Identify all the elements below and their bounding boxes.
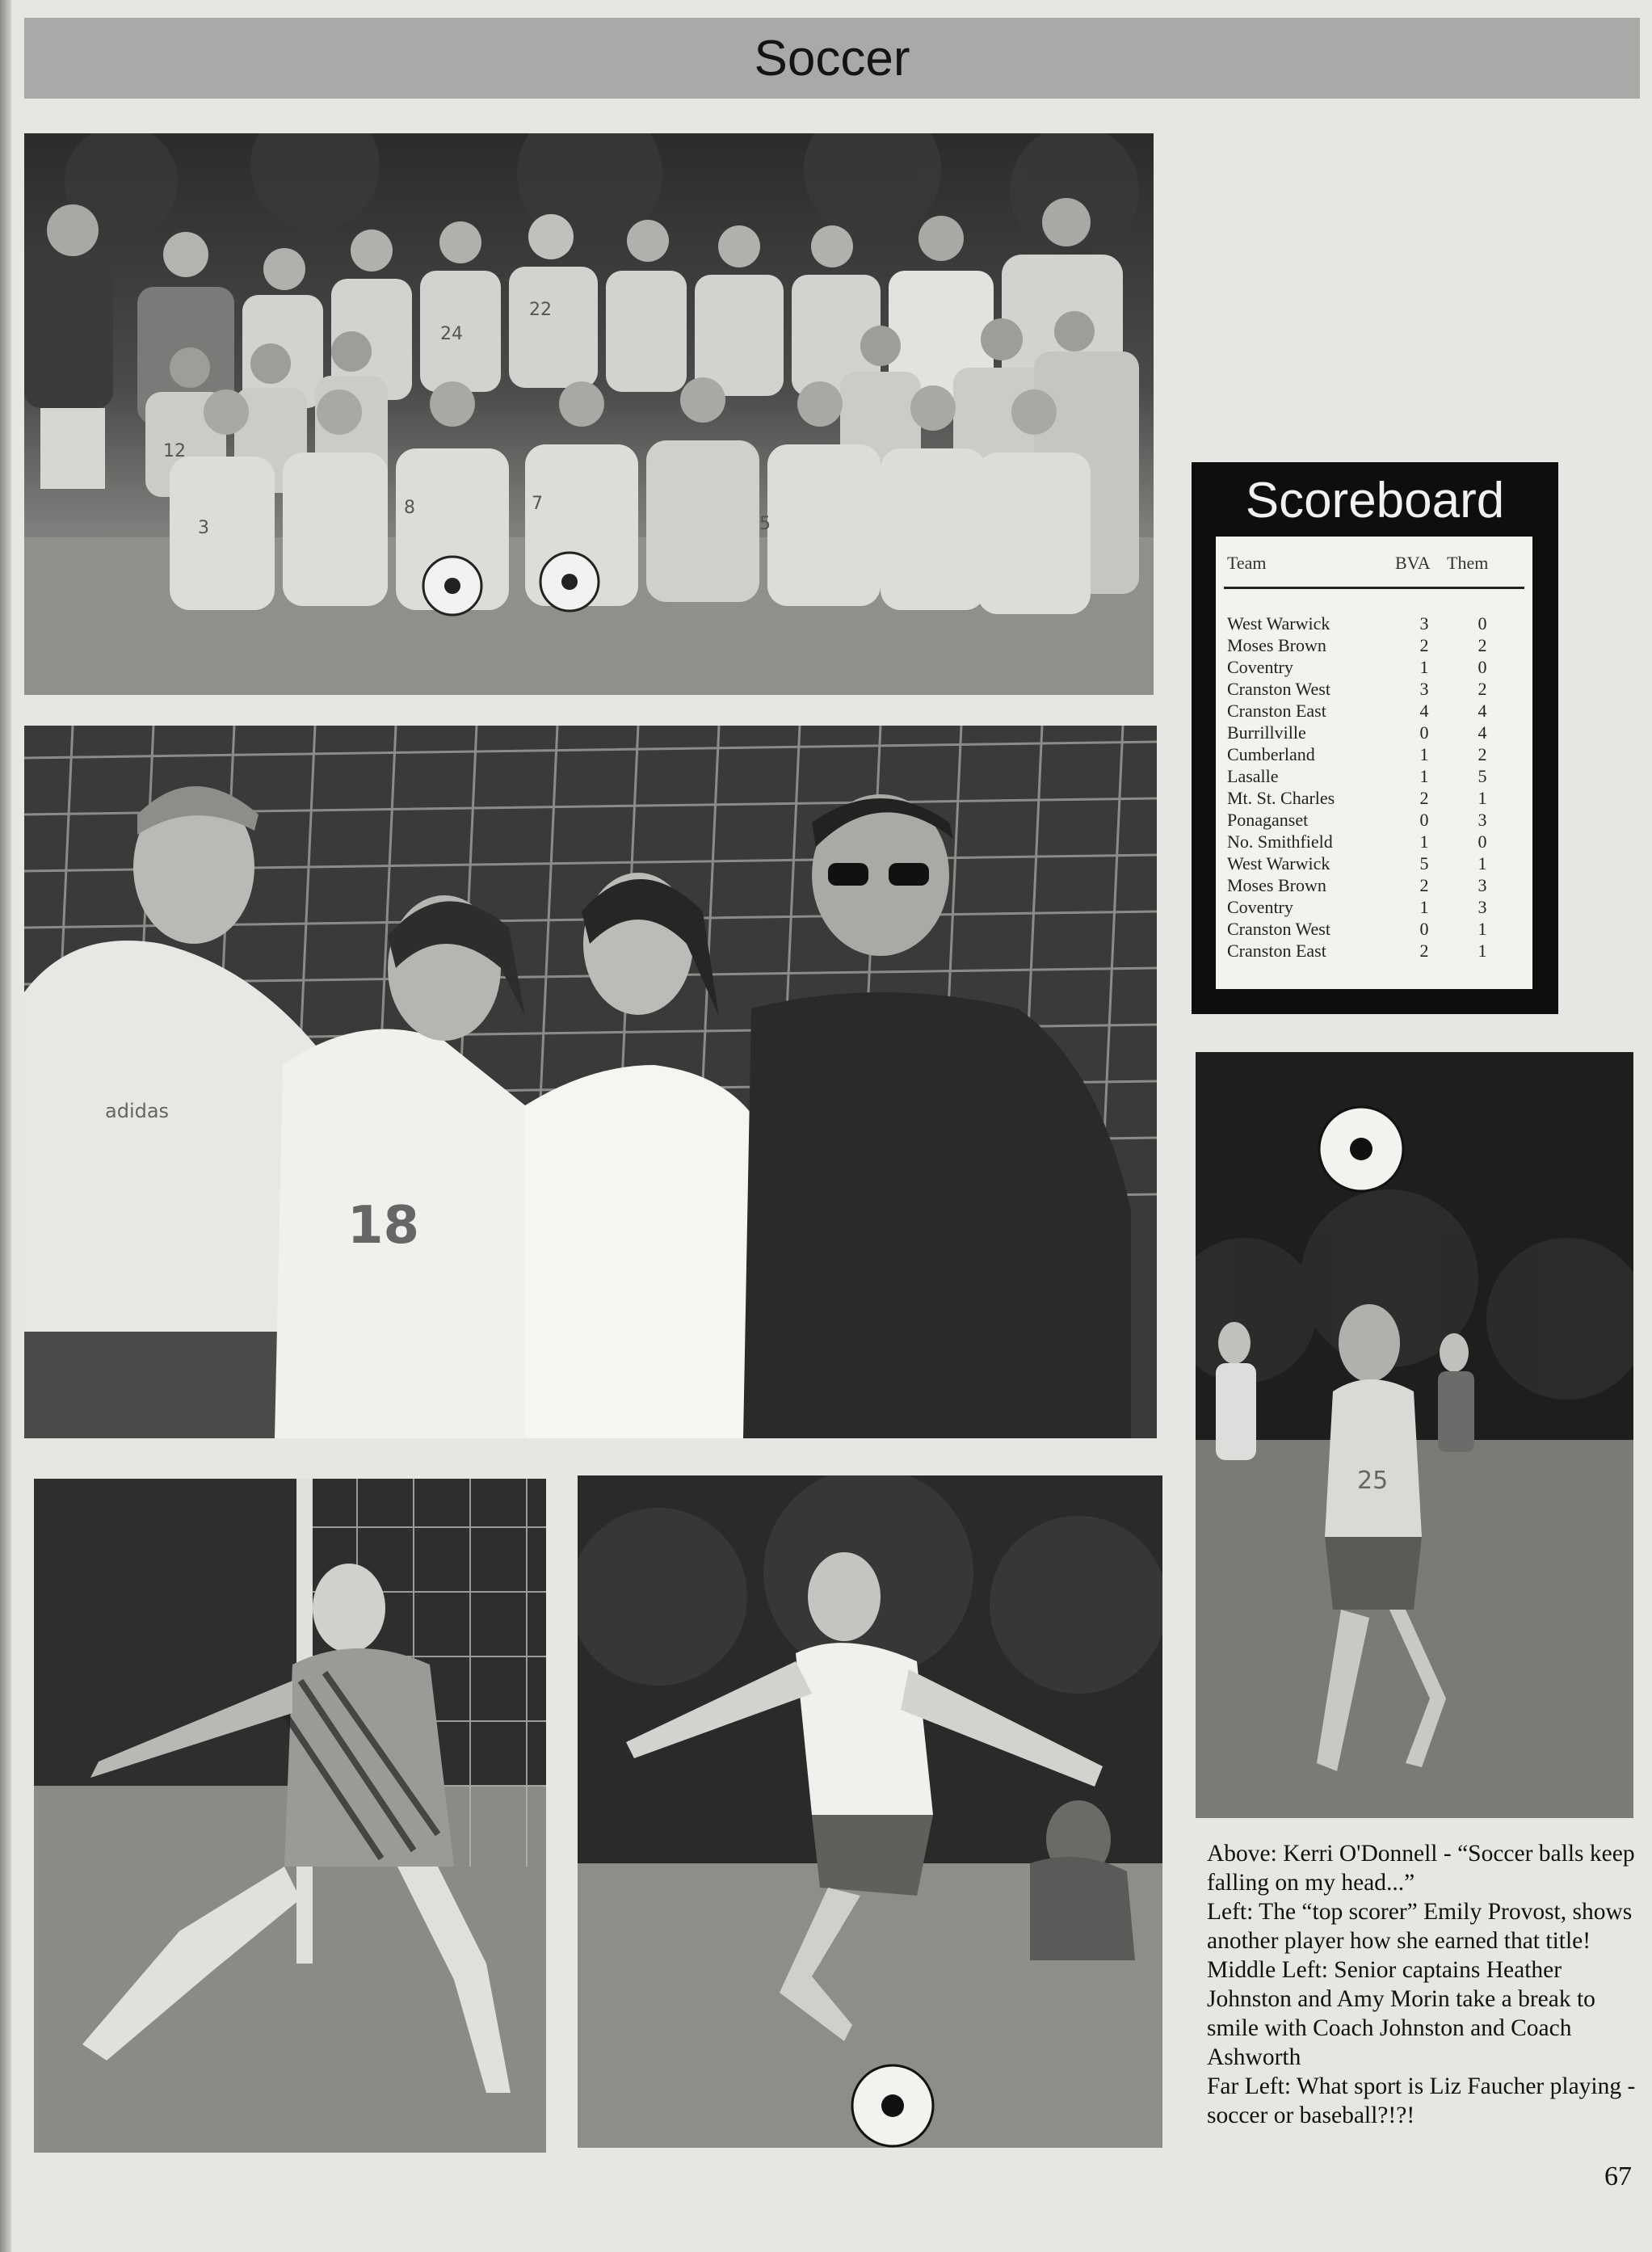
opponent-score: 4 <box>1478 701 1487 721</box>
bva-score: 0 <box>1419 810 1429 830</box>
column-header-team: Team <box>1227 553 1267 573</box>
table-row <box>1216 788 1532 810</box>
header-bar <box>24 18 1640 99</box>
opponent-score: 3 <box>1478 875 1487 895</box>
jersey-number: 8 <box>404 498 415 518</box>
table-row <box>1216 613 1532 635</box>
opponent-score: 3 <box>1478 897 1487 917</box>
table-row <box>1216 919 1532 941</box>
bva-score: 0 <box>1419 722 1429 743</box>
team-name: Coventry <box>1227 897 1293 917</box>
team-name: Cumberland <box>1227 744 1315 764</box>
table-row <box>1216 853 1532 875</box>
bva-score: 1 <box>1419 744 1429 764</box>
bva-score: 2 <box>1419 788 1429 808</box>
scoreboard-title: Scoreboard <box>1245 473 1505 528</box>
jersey-number: 22 <box>529 300 552 320</box>
scoreboard <box>1192 462 1558 1014</box>
opponent-score: 1 <box>1478 853 1487 873</box>
bva-score: 2 <box>1419 875 1429 895</box>
table-row <box>1216 875 1532 897</box>
bva-score: 3 <box>1419 679 1429 699</box>
jersey-number: 25 <box>1357 1467 1389 1495</box>
jersey-number: 5 <box>759 514 771 534</box>
goalkeeper-photo <box>34 1479 546 2153</box>
bva-score: 2 <box>1419 941 1429 961</box>
opponent-score: 2 <box>1478 679 1487 699</box>
captains-coaches-photo <box>24 726 1157 1438</box>
team-name: Lasalle <box>1227 766 1279 786</box>
team-name: West Warwick <box>1227 853 1330 873</box>
table-row <box>1216 635 1532 657</box>
bva-score: 1 <box>1419 831 1429 852</box>
bva-score: 4 <box>1419 701 1429 721</box>
column-header-them: Them <box>1447 553 1489 573</box>
table-row <box>1216 941 1532 962</box>
team-name: Ponaganset <box>1227 810 1309 830</box>
caption-far-left: Far Left: What sport is Liz Faucher playing - soccer or baseball?!?! <box>1207 2073 1636 2128</box>
opponent-score: 0 <box>1478 613 1487 634</box>
caption-left: Left: The “top scorer” Emily Provost, shows another player how she earned that title! <box>1207 1899 1633 1954</box>
column-header-bva: BVA <box>1395 553 1431 573</box>
team-name: Moses Brown <box>1227 875 1326 895</box>
photo-caption <box>1207 1839 1643 2130</box>
team-photo <box>24 133 1154 695</box>
opponent-score: 2 <box>1478 744 1487 764</box>
scoreboard-table <box>1216 537 1532 989</box>
dribbling-photo <box>578 1475 1162 2148</box>
table-row <box>1216 701 1532 722</box>
caption-above: Above: Kerri O'Donnell - “Soccer balls keep falling on my head...” <box>1207 1841 1635 1896</box>
bva-score: 5 <box>1419 853 1429 873</box>
team-name: Cranston West <box>1227 679 1330 699</box>
opponent-score: 0 <box>1478 831 1487 852</box>
bva-score: 1 <box>1419 766 1429 786</box>
opponent-score: 1 <box>1478 788 1487 808</box>
caption-middle-left: Middle Left: Senior captains Heather Johnston and Amy Morin take a break to smile with Coach Johnston and Coach Ashworth <box>1207 1957 1595 2070</box>
bva-score: 1 <box>1419 897 1429 917</box>
team-name: Cranston East <box>1227 941 1326 961</box>
team-name: Moses Brown <box>1227 635 1326 655</box>
opponent-score: 1 <box>1478 941 1487 961</box>
team-name: Burrillville <box>1227 722 1306 743</box>
team-name: Cranston East <box>1227 701 1326 721</box>
team-name: Cranston West <box>1227 919 1330 939</box>
page-number: 67 <box>1604 2161 1632 2191</box>
opponent-score: 2 <box>1478 635 1487 655</box>
bva-score: 3 <box>1419 613 1429 634</box>
table-row <box>1216 766 1532 788</box>
jersey-number: 7 <box>532 494 543 514</box>
shirt-logo-text: adidas <box>105 1100 170 1122</box>
table-row <box>1216 679 1532 701</box>
page-title: Soccer <box>754 30 910 86</box>
jersey-number: 12 <box>163 441 186 461</box>
bva-score: 0 <box>1419 919 1429 939</box>
table-row <box>1216 810 1532 831</box>
table-row <box>1216 897 1532 919</box>
heading-ball-photo <box>1196 1052 1633 1818</box>
opponent-score: 4 <box>1478 722 1487 743</box>
jersey-number: 18 <box>347 1196 420 1256</box>
bva-score: 2 <box>1419 635 1429 655</box>
page-binding-edge <box>0 0 11 2252</box>
table-row <box>1216 657 1532 679</box>
opponent-score: 3 <box>1478 810 1487 830</box>
opponent-score: 1 <box>1478 919 1487 939</box>
bva-score: 1 <box>1419 657 1429 677</box>
header-divider <box>1224 587 1524 589</box>
table-row <box>1216 722 1532 744</box>
team-name: No. Smithfield <box>1227 831 1333 852</box>
team-name: West Warwick <box>1227 613 1330 634</box>
opponent-score: 0 <box>1478 657 1487 677</box>
table-row <box>1216 744 1532 766</box>
jersey-number: 3 <box>198 518 209 538</box>
team-name: Coventry <box>1227 657 1293 677</box>
jersey-number: 24 <box>440 324 463 344</box>
opponent-score: 5 <box>1478 766 1487 786</box>
table-row <box>1216 831 1532 853</box>
team-name: Mt. St. Charles <box>1227 788 1335 808</box>
